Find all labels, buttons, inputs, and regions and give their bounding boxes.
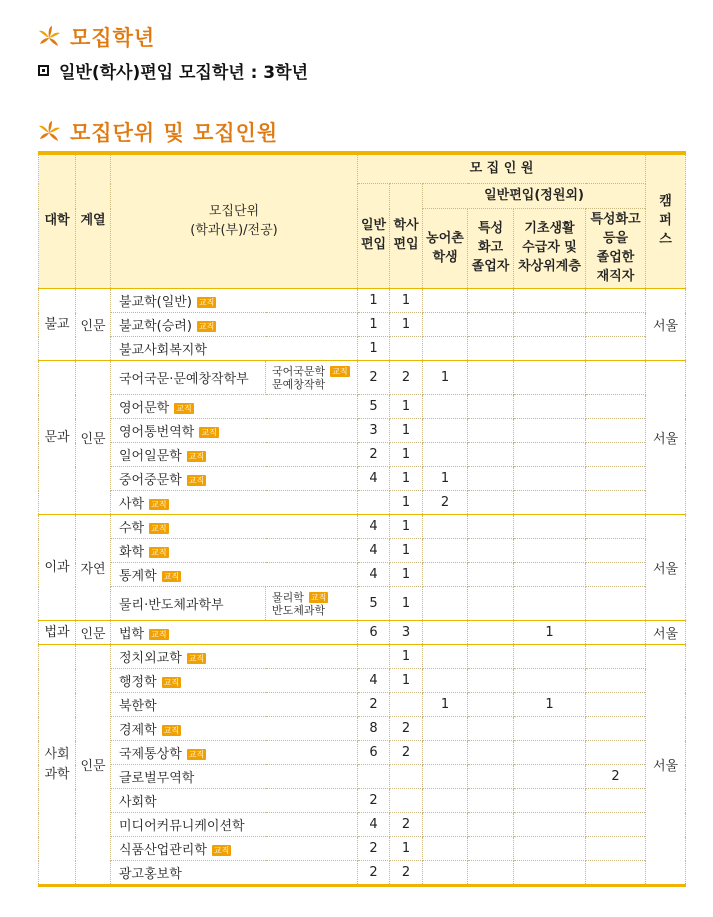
- unit-cell: [111, 361, 266, 395]
- count-bachelor: 3: [390, 621, 423, 645]
- teaching-tag: 교직: [201, 428, 217, 438]
- count-special-grad: [468, 419, 514, 443]
- count-special-worker: [586, 837, 646, 861]
- header-outside: 일반편입(정원외): [423, 184, 646, 209]
- count-special-worker: [586, 419, 646, 443]
- count-rural: 1: [423, 361, 468, 395]
- unit-cell: [111, 645, 358, 669]
- unit-name: 중어중문학: [119, 473, 182, 489]
- count-bachelor: 1: [390, 515, 423, 539]
- unit-name: 경제학: [119, 723, 157, 739]
- count-rural: [423, 621, 468, 645]
- count-bachelor: 1: [390, 467, 423, 491]
- header-campus: 캠 퍼 스: [646, 153, 686, 289]
- teaching-tag: 교직: [176, 404, 192, 414]
- count-bachelor: 2: [390, 813, 423, 837]
- count-special-grad: [468, 693, 514, 717]
- count-special-grad: [468, 861, 514, 886]
- count-bachelor: 1: [390, 443, 423, 467]
- quota-table-body: [39, 289, 686, 886]
- count-special-worker: [586, 621, 646, 645]
- count-rural: [423, 813, 468, 837]
- unit-name: 북한학: [119, 699, 157, 715]
- section-heading-grade: [36, 22, 155, 52]
- count-general: 3: [358, 419, 390, 443]
- header-basic-living: 기초생활 수급자 및 차상위계층: [514, 209, 586, 289]
- count-basic-living: [514, 741, 586, 765]
- grade-line: [38, 58, 308, 83]
- sub-major-name: 문예창작학: [272, 377, 326, 391]
- unit-cell: [111, 467, 358, 491]
- count-bachelor: 1: [390, 645, 423, 669]
- teaching-tag: 교직: [151, 524, 167, 534]
- teaching-tag: 교직: [151, 630, 167, 640]
- count-special-worker: [586, 491, 646, 515]
- unit-cell: [111, 741, 358, 765]
- table-row: [39, 789, 686, 813]
- count-special-grad: [468, 741, 514, 765]
- count-special-worker: [586, 289, 646, 313]
- count-special-worker: [586, 467, 646, 491]
- count-special-worker: [586, 587, 646, 621]
- header-general: 일반 편입: [358, 184, 390, 289]
- teaching-tag: 교직: [163, 678, 180, 688]
- teaching-tag: 교직: [151, 500, 167, 510]
- table-row: [39, 289, 686, 313]
- count-bachelor: [390, 789, 423, 813]
- unit-name: 국어국문·문예창작학부: [119, 372, 249, 388]
- table-row: [39, 765, 686, 789]
- count-general: 4: [358, 467, 390, 491]
- sub-major: [272, 604, 353, 617]
- count-rural: [423, 419, 468, 443]
- campus-cell: 서울: [646, 621, 686, 645]
- count-basic-living: 1: [514, 621, 586, 645]
- table-row: [39, 813, 686, 837]
- unit-cell: [111, 789, 358, 813]
- teaching-tag: 교직: [163, 572, 180, 582]
- unit-name: 사회학: [119, 795, 157, 811]
- count-bachelor: 1: [390, 313, 423, 337]
- college-cell: 법과: [39, 621, 76, 645]
- table-row: [39, 587, 686, 621]
- count-basic-living: [514, 491, 586, 515]
- count-bachelor: 1: [390, 395, 423, 419]
- count-basic-living: [514, 539, 586, 563]
- count-basic-living: [514, 765, 586, 789]
- unit-name: 식품산업관리학: [119, 843, 207, 859]
- unit-name: 수학: [119, 521, 145, 537]
- teaching-tag: 교직: [198, 298, 215, 308]
- unit-name: 행정학: [119, 675, 157, 691]
- teaching-tag: 교직: [188, 476, 205, 486]
- count-rural: [423, 741, 468, 765]
- count-rural: [423, 539, 468, 563]
- table-row: [39, 717, 686, 741]
- campus-cell: 서울: [646, 645, 686, 886]
- unit-name: 국제통상학: [119, 747, 182, 763]
- section-title: 모집단위 및 모집인원: [70, 121, 279, 145]
- count-bachelor: 1: [390, 289, 423, 313]
- count-rural: [423, 717, 468, 741]
- sub-major-name: 국어국문학: [272, 364, 326, 378]
- unit-name: 불교사회복지학: [119, 343, 207, 359]
- count-special-worker: [586, 789, 646, 813]
- count-general: 2: [358, 443, 390, 467]
- teaching-tag: 교직: [332, 367, 348, 377]
- grade-text: 일반(학사)편입 모집학년 : 3학년: [59, 63, 308, 83]
- count-bachelor: 2: [390, 361, 423, 395]
- count-special-grad: [468, 669, 514, 693]
- count-rural: [423, 395, 468, 419]
- count-special-worker: [586, 563, 646, 587]
- table-row: [39, 837, 686, 861]
- unit-name: 화학: [119, 545, 145, 561]
- header-field: 계열: [76, 153, 111, 289]
- teaching-tag: 교직: [310, 593, 327, 603]
- count-general: 8: [358, 717, 390, 741]
- teaching-tag: 교직: [188, 452, 205, 462]
- unit-cell: [111, 813, 358, 837]
- unit-cell: [111, 563, 358, 587]
- count-special-grad: [468, 515, 514, 539]
- count-rural: [423, 669, 468, 693]
- campus-cell: 서울: [646, 515, 686, 621]
- unit-cell: [111, 621, 358, 645]
- count-special-grad: [468, 395, 514, 419]
- unit-name: 불교학(승려): [119, 319, 192, 335]
- unit-cell: [111, 395, 358, 419]
- count-special-grad: [468, 837, 514, 861]
- count-bachelor: 1: [390, 669, 423, 693]
- count-special-grad: [468, 621, 514, 645]
- count-general: 2: [358, 789, 390, 813]
- unit-cell: [111, 313, 358, 337]
- count-special-grad: [468, 539, 514, 563]
- count-bachelor: 1: [390, 563, 423, 587]
- count-basic-living: [514, 813, 586, 837]
- count-special-grad: [468, 443, 514, 467]
- count-bachelor: [390, 693, 423, 717]
- count-general: [358, 765, 390, 789]
- count-bachelor: 1: [390, 491, 423, 515]
- unit-cell: [111, 337, 358, 361]
- count-general: 1: [358, 337, 390, 361]
- count-basic-living: [514, 789, 586, 813]
- count-special-grad: [468, 563, 514, 587]
- header-rural: 농어촌 학생: [423, 209, 468, 289]
- count-bachelor: 1: [390, 539, 423, 563]
- count-general: 2: [358, 693, 390, 717]
- count-general: 5: [358, 587, 390, 621]
- field-cell: 인문: [76, 645, 111, 886]
- count-special-worker: [586, 515, 646, 539]
- count-general: 1: [358, 289, 390, 313]
- sub-major-cell: [266, 361, 358, 395]
- count-bachelor: 2: [390, 861, 423, 886]
- count-special-worker: [586, 361, 646, 395]
- table-row: [39, 669, 686, 693]
- unit-name: 정치외교학: [119, 651, 182, 667]
- count-special-grad: [468, 717, 514, 741]
- teaching-tag: 교직: [163, 726, 180, 736]
- count-rural: [423, 789, 468, 813]
- field-cell: 자연: [76, 515, 111, 621]
- count-special-worker: [586, 337, 646, 361]
- unit-name: 일어일문학: [119, 449, 182, 465]
- count-special-worker: [586, 669, 646, 693]
- count-special-grad: [468, 491, 514, 515]
- count-basic-living: [514, 313, 586, 337]
- unit-name: 통계학: [119, 569, 157, 585]
- count-basic-living: [514, 443, 586, 467]
- count-rural: [423, 443, 468, 467]
- unit-cell: [111, 539, 358, 563]
- count-special-worker: 2: [586, 765, 646, 789]
- unit-name: 불교학(일반): [119, 295, 192, 311]
- count-general: 2: [358, 861, 390, 886]
- count-bachelor: 2: [390, 717, 423, 741]
- sub-major-name: 물리학: [272, 590, 304, 604]
- count-general: 2: [358, 837, 390, 861]
- count-special-grad: [468, 587, 514, 621]
- header-college: 대학: [39, 153, 76, 289]
- unit-name: 영어통번역학: [119, 425, 195, 441]
- flower-icon: [36, 24, 62, 50]
- count-special-worker: [586, 813, 646, 837]
- count-rural: 1: [423, 693, 468, 717]
- count-general: 1: [358, 313, 390, 337]
- count-basic-living: [514, 361, 586, 395]
- count-special-grad: [468, 813, 514, 837]
- unit-cell: [111, 717, 358, 741]
- field-cell: 인문: [76, 621, 111, 645]
- campus-cell: 서울: [646, 361, 686, 515]
- count-special-grad: [468, 467, 514, 491]
- header-special-grad: 특성 화고 졸업자: [468, 209, 514, 289]
- table-row: [39, 621, 686, 645]
- table-row: [39, 861, 686, 886]
- teaching-tag: 교직: [213, 846, 230, 856]
- sub-major: [272, 591, 353, 604]
- count-special-grad: [468, 765, 514, 789]
- unit-name: 영어문학: [119, 401, 170, 417]
- campus-cell: 서울: [646, 289, 686, 361]
- unit-cell: [111, 765, 358, 789]
- count-special-worker: [586, 741, 646, 765]
- table-row: [39, 645, 686, 669]
- count-basic-living: [514, 337, 586, 361]
- unit-cell: [111, 491, 358, 515]
- count-general: 4: [358, 669, 390, 693]
- count-special-worker: [586, 693, 646, 717]
- table-row: [39, 741, 686, 765]
- count-basic-living: [514, 419, 586, 443]
- count-basic-living: [514, 467, 586, 491]
- count-rural: [423, 313, 468, 337]
- count-general: 4: [358, 539, 390, 563]
- count-special-worker: [586, 539, 646, 563]
- unit-cell: [111, 861, 358, 886]
- count-special-worker: [586, 443, 646, 467]
- quota-table: [38, 151, 686, 887]
- count-rural: [423, 837, 468, 861]
- count-special-worker: [586, 645, 646, 669]
- header-special-worker: 특성화고 등을 졸업한 재직자: [586, 209, 646, 289]
- unit-name: 물리·반도체과학부: [119, 598, 224, 614]
- college-cell: 사회 과학: [39, 645, 76, 886]
- count-bachelor: 1: [390, 837, 423, 861]
- teaching-tag: 교직: [188, 654, 205, 664]
- count-general: 6: [358, 621, 390, 645]
- count-rural: 1: [423, 467, 468, 491]
- sub-major-name: 반도체과학: [272, 603, 326, 617]
- count-basic-living: [514, 395, 586, 419]
- count-special-worker: [586, 313, 646, 337]
- count-special-grad: [468, 789, 514, 813]
- flower-icon: [36, 119, 62, 145]
- unit-name: 법학: [119, 627, 145, 643]
- table-row: [39, 337, 686, 361]
- count-rural: [423, 337, 468, 361]
- unit-name: 글로벌무역학: [119, 771, 195, 787]
- count-special-grad: [468, 289, 514, 313]
- unit-cell: [111, 289, 358, 313]
- count-rural: [423, 563, 468, 587]
- count-general: [358, 645, 390, 669]
- section-title: 모집학년: [70, 26, 156, 50]
- unit-cell: [111, 693, 358, 717]
- sub-major: [272, 365, 353, 378]
- college-cell: 문과: [39, 361, 76, 515]
- table-row: [39, 395, 686, 419]
- unit-cell: [111, 587, 266, 621]
- count-basic-living: [514, 563, 586, 587]
- count-basic-living: [514, 837, 586, 861]
- college-cell: 불교: [39, 289, 76, 361]
- count-rural: 2: [423, 491, 468, 515]
- table-row: [39, 443, 686, 467]
- count-special-worker: [586, 717, 646, 741]
- count-rural: [423, 645, 468, 669]
- count-basic-living: [514, 289, 586, 313]
- table-row: [39, 361, 686, 395]
- count-bachelor: [390, 337, 423, 361]
- count-basic-living: 1: [514, 693, 586, 717]
- unit-name: 미디어커뮤니케이션학: [119, 819, 245, 835]
- unit-cell: [111, 515, 358, 539]
- college-cell: 이과: [39, 515, 76, 621]
- field-cell: 인문: [76, 361, 111, 515]
- table-row: [39, 563, 686, 587]
- unit-name: 사학: [119, 497, 145, 513]
- table-row: [39, 491, 686, 515]
- count-special-grad: [468, 645, 514, 669]
- count-basic-living: [514, 587, 586, 621]
- count-bachelor: 1: [390, 587, 423, 621]
- unit-cell: [111, 443, 358, 467]
- table-row: [39, 313, 686, 337]
- count-special-worker: [586, 395, 646, 419]
- count-rural: [423, 861, 468, 886]
- count-general: 4: [358, 813, 390, 837]
- count-bachelor: 2: [390, 741, 423, 765]
- header-quota: 모 집 인 원: [358, 153, 646, 184]
- count-bachelor: 1: [390, 419, 423, 443]
- table-row: [39, 419, 686, 443]
- unit-cell: [111, 419, 358, 443]
- count-basic-living: [514, 669, 586, 693]
- table-row: [39, 539, 686, 563]
- count-general: 5: [358, 395, 390, 419]
- count-rural: [423, 765, 468, 789]
- count-basic-living: [514, 717, 586, 741]
- count-special-grad: [468, 337, 514, 361]
- count-general: 4: [358, 515, 390, 539]
- count-general: 6: [358, 741, 390, 765]
- count-rural: [423, 515, 468, 539]
- count-rural: [423, 289, 468, 313]
- count-bachelor: [390, 765, 423, 789]
- unit-name: 광고홍보학: [119, 867, 182, 883]
- unit-cell: [111, 669, 358, 693]
- count-basic-living: [514, 515, 586, 539]
- sub-major: [272, 378, 353, 391]
- count-general: 2: [358, 361, 390, 395]
- count-special-grad: [468, 313, 514, 337]
- sub-major-cell: [266, 587, 358, 621]
- count-rural: [423, 587, 468, 621]
- count-special-worker: [586, 861, 646, 886]
- header-unit: 모집단위 (학과(부)/전공): [111, 153, 358, 289]
- count-basic-living: [514, 645, 586, 669]
- table-row: [39, 693, 686, 717]
- field-cell: 인문: [76, 289, 111, 361]
- count-general: [358, 491, 390, 515]
- square-bullet-icon: [38, 65, 49, 76]
- teaching-tag: 교직: [151, 548, 167, 558]
- table-row: [39, 467, 686, 491]
- count-basic-living: [514, 861, 586, 886]
- teaching-tag: 교직: [188, 750, 205, 760]
- count-special-grad: [468, 361, 514, 395]
- header-bachelor: 학사 편입: [390, 184, 423, 289]
- count-general: 4: [358, 563, 390, 587]
- table-row: [39, 515, 686, 539]
- teaching-tag: 교직: [198, 322, 215, 332]
- section-heading-units: [36, 117, 278, 147]
- unit-cell: [111, 837, 358, 861]
